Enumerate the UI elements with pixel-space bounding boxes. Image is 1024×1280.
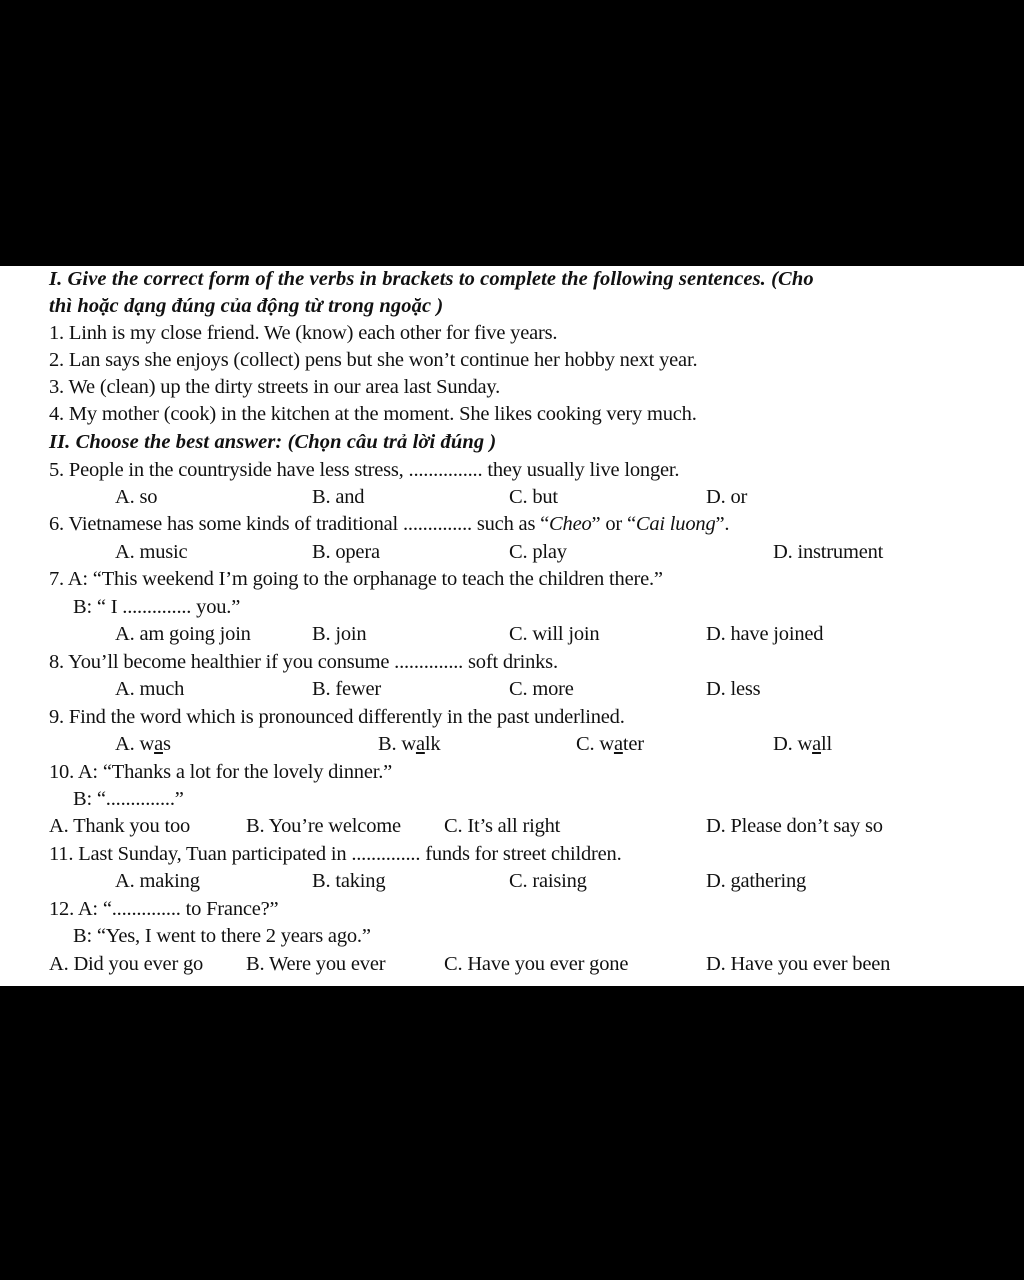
q8-option-d: D. less [706, 678, 761, 700]
q9-option-c-suffix: ter [622, 733, 644, 755]
q9-option-b-prefix: B. w [378, 733, 416, 755]
q12-option-c: C. Have you ever gone [444, 953, 629, 975]
q8-option-c: C. more [509, 678, 574, 700]
q9-option-a-underlined: a [154, 733, 163, 755]
q7-option-c: C. will join [509, 623, 600, 645]
question-12-line-a: 12. A: “.............. to France?” [49, 898, 279, 920]
q10-option-a: A. Thank you too [49, 815, 191, 837]
section1-title-line1: I. Give the correct form of the verbs in brackets to complete the following sentences. (Cho [49, 268, 814, 290]
q12-option-a: A. Did you ever go [49, 953, 204, 975]
q5-option-b: B. and [312, 486, 365, 508]
q5-option-c: C. but [509, 486, 558, 508]
q5-option-a: A. so [115, 486, 158, 508]
question-11: 11. Last Sunday, Tuan participated in .............. funds for street children. [49, 843, 622, 865]
q9-option-a-prefix: A. w [115, 733, 155, 755]
q9-option-b-suffix: lk [424, 733, 441, 755]
q6-option-a: A. music [115, 541, 188, 563]
q7-option-a: A. am going join [115, 623, 251, 645]
question-1: 1. Linh is my close friend. We (know) each other for five years. [49, 322, 558, 344]
q9-option-a [115, 731, 171, 758]
q9-option-a-suffix: s [162, 733, 171, 755]
question-4: 4. My mother (cook) in the kitchen at the moment. She likes cooking very much. [49, 403, 697, 425]
question-10-line-b: B: “..............” [73, 788, 184, 810]
question-9: 9. Find the word which is pronounced differently in the past underlined. [49, 706, 625, 728]
q5-option-d: D. or [706, 486, 748, 508]
q9-option-d-prefix: D. w [773, 733, 813, 755]
q11-option-d: D. gathering [706, 870, 807, 892]
q6-option-d: D. instrument [773, 541, 884, 563]
q6-option-c: C. play [509, 541, 567, 563]
q6-term-cheo: Cheo [549, 513, 592, 535]
q7-option-d: D. have joined [706, 623, 824, 645]
q6-option-b: B. opera [312, 541, 380, 563]
q6-stem-start: 6. Vietnamese has some kinds of traditional .............. such as “ [49, 513, 550, 535]
question-7-line-a: 7. A: “This weekend I’m going to the orphanage to teach the children there.” [49, 568, 663, 590]
q9-option-c-prefix: C. w [576, 733, 614, 755]
q7-option-b: B. join [312, 623, 367, 645]
q8-option-a: A. much [115, 678, 185, 700]
q12-option-b: B. Were you ever [246, 953, 386, 975]
question-6 [49, 511, 729, 538]
section2-title: II. Choose the best answer: (Chọn câu trả lời đúng ) [49, 431, 497, 453]
q11-option-b: B. taking [312, 870, 386, 892]
q10-option-b: B. You’re welcome [246, 815, 401, 837]
q12-option-d: D. Have you ever been [706, 953, 891, 975]
q6-term-cai-luong: Cai luong [635, 513, 716, 535]
q9-option-d-suffix: ll [820, 733, 832, 755]
q9-option-c-underlined: a [613, 733, 623, 755]
q10-option-d: D. Please don’t say so [706, 815, 883, 837]
q6-stem-end: ”. [715, 513, 730, 535]
question-12-line-b: B: “Yes, I went to there 2 years ago.” [73, 925, 371, 947]
q9-option-d [773, 731, 832, 758]
q9-option-c [576, 731, 644, 758]
q9-option-b-underlined: a [415, 733, 425, 755]
q9-option-b [378, 731, 440, 758]
q6-stem-mid: ” or “ [591, 513, 636, 535]
worksheet-page [0, 266, 1024, 986]
question-5: 5. People in the countryside have less stress, ............... they usually live longer. [49, 459, 680, 481]
q11-option-c: C. raising [509, 870, 587, 892]
question-2: 2. Lan says she enjoys (collect) pens but she won’t continue her hobby next year. [49, 349, 698, 371]
q10-option-c: C. It’s all right [444, 815, 561, 837]
q11-option-a: A. making [115, 870, 200, 892]
section1-title-line2: thì hoặc dạng đúng của động từ trong ngoặc ) [49, 295, 444, 317]
q9-option-d-underlined: a [812, 733, 821, 755]
question-7-line-b: B: “ I .............. you.” [73, 596, 241, 618]
question-10-line-a: 10. A: “Thanks a lot for the lovely dinner.” [49, 761, 393, 783]
question-8: 8. You’ll become healthier if you consume .............. soft drinks. [49, 651, 558, 673]
q8-option-b: B. fewer [312, 678, 381, 700]
question-3: 3. We (clean) up the dirty streets in our area last Sunday. [49, 376, 501, 398]
